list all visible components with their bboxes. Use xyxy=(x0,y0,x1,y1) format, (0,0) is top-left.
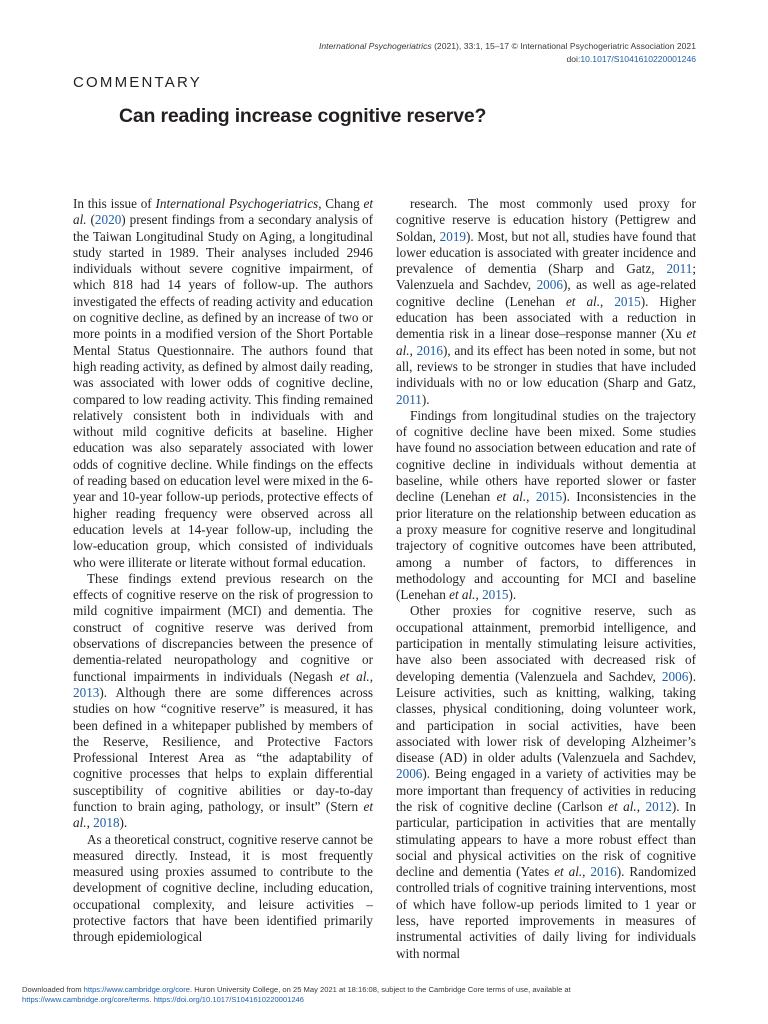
citation-link[interactable]: 2016 xyxy=(416,342,443,358)
left-column xyxy=(73,196,373,946)
italic-text: et al. xyxy=(396,326,696,358)
right-column xyxy=(396,196,696,962)
journal-citation xyxy=(319,40,696,53)
doi-prefix: doi: xyxy=(566,54,581,64)
citation-link[interactable]: 2016 xyxy=(590,864,617,880)
italic-text: International Psychogeriatrics xyxy=(155,196,319,211)
citation-link[interactable]: 2006 xyxy=(396,766,423,782)
citation-text: (2021), 33:1, 15–17 © International Psychogeriatric Association 2021 xyxy=(431,41,696,51)
text-run: ). Leisure activities, such as knitting, walking, taking classes, physical conditioning, doing volunteer work, and participation in social activities, have been associated with lower risk of developing Alzheimer’s disease (AD) in older adults (Valenzuela and Sachdev, xyxy=(396,668,696,766)
text-run: , xyxy=(600,293,615,309)
text-run: ). xyxy=(119,815,128,831)
body-paragraph xyxy=(73,832,373,946)
citation-link[interactable]: 2011 xyxy=(666,261,693,277)
text-run: These findings extend previous research on the effects of cognitive reserve on the risk of progression to mild cognitive impairment (MCI) and dementia. The construct of cognitive reserve was derived from observations of discrepancies between the presence of dementia-related neuropathology and cognitive or functional impairments in individuals (Negash xyxy=(73,570,373,684)
download-footer xyxy=(22,985,742,1005)
body-paragraph xyxy=(73,196,373,571)
body-paragraph xyxy=(396,196,696,408)
text-run: ). Most, but not all, studies have found that lower education is associated with greater incidence and prevalence of dementia (Sharp and Gatz, xyxy=(396,228,696,277)
text-run: ). xyxy=(508,587,517,603)
footer-downloaded-prefix: Downloaded from xyxy=(22,985,84,994)
footer-access-text: . Huron University College, on 25 May 2021 at 18:16:08, subject to the Cambridge Core terms of use, available at xyxy=(190,985,571,994)
body-paragraph xyxy=(396,603,696,962)
citation-link[interactable]: 2015 xyxy=(482,587,509,603)
text-run: , xyxy=(475,587,483,603)
journal-name: International Psychogeriatrics xyxy=(318,41,432,51)
citation-link[interactable]: 2012 xyxy=(645,798,672,814)
text-run: ; Valenzuela and Sachdev, xyxy=(396,261,696,293)
italic-text: et al. xyxy=(73,798,373,831)
citation-link[interactable]: 2011 xyxy=(396,391,422,407)
citation-link[interactable]: 2020 xyxy=(94,212,122,228)
text-run: , Chang xyxy=(318,196,364,211)
text-run: , xyxy=(86,815,94,831)
italic-text: et al. xyxy=(496,489,527,505)
citation-link[interactable]: 2013 xyxy=(73,684,100,700)
body-paragraph xyxy=(73,571,373,832)
footer-terms-link[interactable]: https://www.cambridge.org/core/terms xyxy=(22,995,150,1004)
text-run: , xyxy=(636,798,646,814)
italic-text: et al. xyxy=(565,293,601,309)
citation-link[interactable]: 2018 xyxy=(93,815,120,831)
citation-link[interactable]: 2006 xyxy=(661,668,689,684)
text-run: ). In particular, participation in activities that are mentally stimulating appears to have a more robust effect than social and physical activities on the risk of cognitive decline and dementia (Yates xyxy=(396,798,696,880)
italic-text: et al. xyxy=(339,668,370,684)
doi-link[interactable]: 10.1017/S1041610220001246 xyxy=(580,54,696,64)
italic-text: et al. xyxy=(554,864,583,880)
text-run: ). Inconsistencies in the prior literature on the relationship between education as a proxy measure for cognitive reserve and longitudinal trajectory of cognitive outcomes have been attributed, among a number of factors, to differences in methodology and accounting for MCI and baseline (Lenehan xyxy=(396,489,697,603)
text-run: ). Higher education has been associated with a reduction in dementia risk in a linear dose–response manner (Xu xyxy=(396,293,696,342)
text-run: , xyxy=(582,864,591,880)
citation-link[interactable]: 2006 xyxy=(536,277,563,293)
body-paragraph xyxy=(396,408,696,604)
text-run: , xyxy=(526,489,536,505)
text-run: ( xyxy=(86,212,95,228)
text-run: ). Randomized controlled trials of cognitive training interventions, most of which have follow-up periods limited to 1 year or less, have reported improvements in measures of instrumental activities of daily living for individuals with normal xyxy=(396,864,697,961)
text-run: , xyxy=(409,342,417,358)
text-run: ). Being engaged in a variety of activities may be more important than frequency of activities in reducing the risk of cognitive decline (Carlson xyxy=(396,766,696,814)
text-run: , xyxy=(369,668,373,684)
citation-link[interactable]: 2019 xyxy=(439,228,467,244)
doi-line xyxy=(319,53,696,66)
article-title: Can reading increase cognitive reserve? xyxy=(119,105,487,127)
text-run: ), as well as age-related cognitive decline (Lenehan xyxy=(396,277,696,309)
journal-header xyxy=(319,40,696,66)
citation-link[interactable]: 2015 xyxy=(535,489,563,505)
text-run: ) present findings from a secondary analysis of the Taiwan Longitudinal Study on Aging, a longitudinal study started in 1989. Their analyses included 2946 individuals without severe cognitive impairment, of which 818 had 14 years of follow-up. The authors investigated the effects of reading activity and education on cognitive decline, as defined by an increase of two or more points in a modified version of the Short Portable Mental Status Questionnaire. The authors found that high reading activity, as defined by almost daily reading, was associated with lower odds of cognitive decline, compared to low reading activity. This finding remained relatively consistent both in individuals with and without mild cognitive deficits at baseline. Higher education was also separately associated with lower odds of cognitive decline. While findings on the effects of reading based on education level were mixed in the 6-year and 10-year follow-up periods, protective effects of higher reading frequency were observed across all education levels at 14-year follow-up, including the low-education group, which consisted of individuals who were illiterate or literate without formal education. xyxy=(73,212,373,570)
footer-line-1 xyxy=(22,985,742,995)
text-run: ), and its effect has been noted in some, but not all, reviews to be stronger in studies that have included individuals with no or low education (Sharp and Gatz, xyxy=(396,342,697,391)
citation-link[interactable]: 2015 xyxy=(614,293,641,309)
footer-separator: . xyxy=(149,995,154,1004)
text-run: ). xyxy=(421,391,430,407)
italic-text: et al. xyxy=(608,798,637,814)
text-run: research. The most commonly used proxy for cognitive reserve is education history (Pettigrew and Soldan, xyxy=(396,196,696,244)
footer-doi-link[interactable]: https://doi.org/10.1017/S1041610220001246 xyxy=(153,995,305,1004)
section-label: COMMENTARY xyxy=(73,74,202,91)
italic-text: et al. xyxy=(449,587,476,603)
text-run: As a theoretical construct, cognitive reserve cannot be measured directly. Instead, it is most frequently measured using proxies assumed to contribute to the development of cognitive decline, including education, occupational complexity, and leisure activities – protective factors that have been identified primarily through epidemiological xyxy=(73,831,373,945)
text-run: In this issue of xyxy=(73,196,156,211)
text-run: Other proxies for cognitive reserve, such as occupational attainment, premorbid intelligence, and participation in mentally stimulating leisure activities, have also been associated with decreased risk of developing dementia (Valenzuela and Sachdev, xyxy=(396,603,696,684)
footer-core-link[interactable]: https://www.cambridge.org/core xyxy=(83,985,190,994)
text-run: ). Although there are some differences across studies on how “cognitive reserve” is measured, it has been defined in a whitepaper published by members of the Reserve, Resilience, and Protective Factors Professional Interest Area as “the adaptability of cognitive processes that helps to explain differential susceptibility of cognitive abilities or day-to-day function to brain aging, pathology, or insult” (Stern xyxy=(73,684,373,814)
text-run: Findings from longitudinal studies on the trajectory of cognitive decline have been mixed. Some studies have found no association between education and rate of cognitive decline in individuals without dementia at baseline, while others have reported slower or faster decline (Lenehan xyxy=(396,407,696,505)
italic-text: et al. xyxy=(73,196,373,228)
footer-line-2 xyxy=(22,995,742,1005)
